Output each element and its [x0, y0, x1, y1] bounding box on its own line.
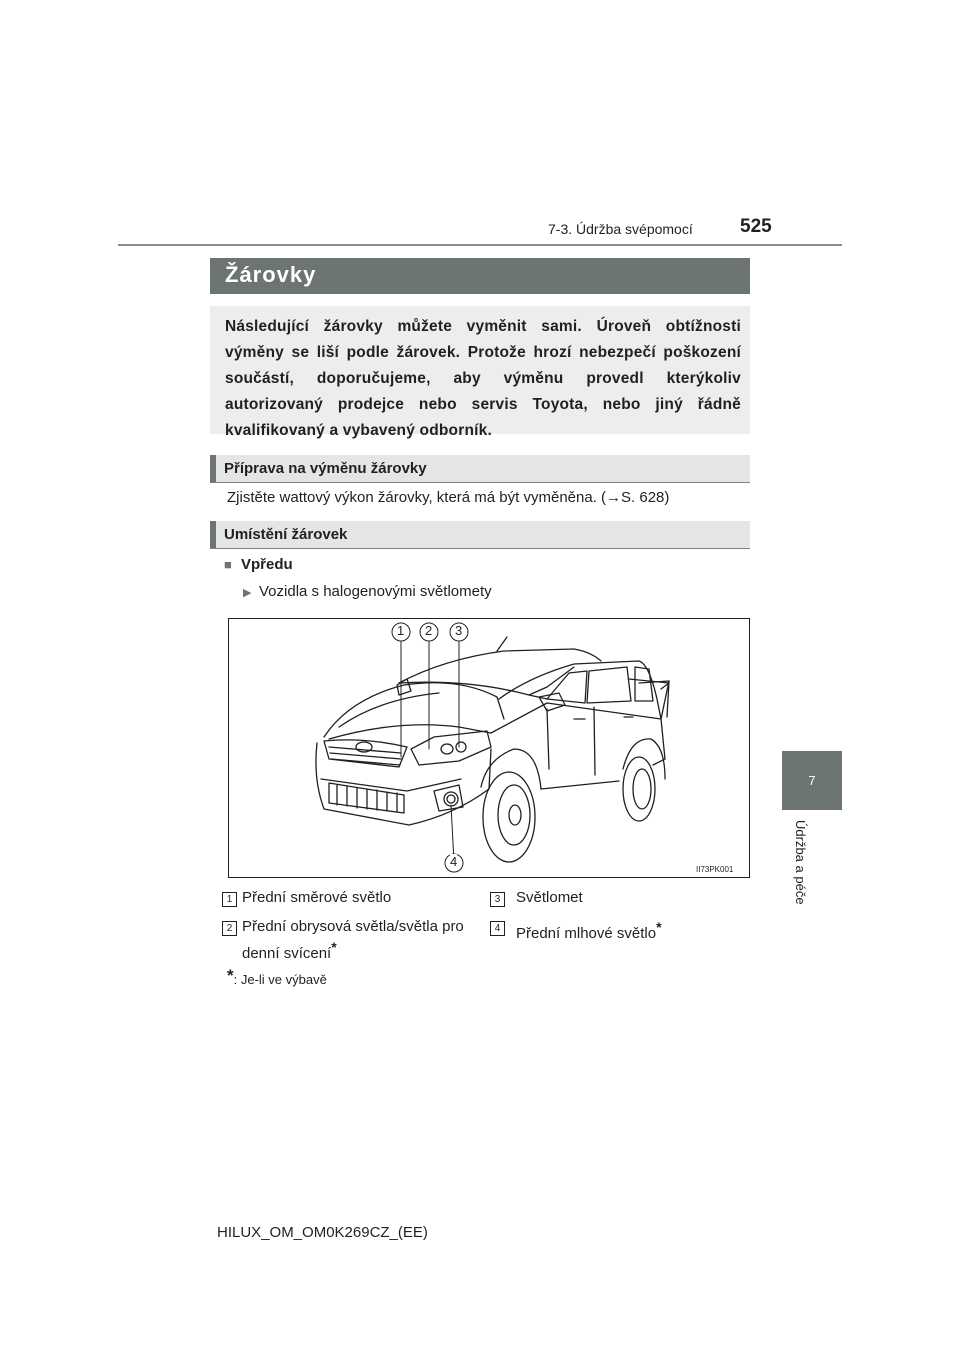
callout-1: 1: [397, 623, 405, 638]
callout-2: 2: [425, 623, 433, 638]
legend-num-2: 2: [222, 921, 237, 936]
page-title: Žárovky: [225, 262, 317, 287]
callout-lines: [401, 642, 459, 862]
legend-num-1: 1: [222, 892, 237, 907]
footnote: [227, 966, 327, 987]
truck-figure: [228, 618, 750, 878]
intro-text: Následující žárovky můžete vyměnit sami. Úroveň obtížnosti výměny se liší podle žárovek. Protože hrozí nebezpečí poškození součástí, doporučujeme, aby výměnu provedl kterýkoliv autorizovaný prodejce nebo servis Toyota, nebo jiný řádně kvalifikovaný a vybavený odborník.: [225, 318, 741, 439]
preparation-text: Zjistěte wattový výkon žárovky, která má být vyměněna. (→S. 628): [227, 489, 670, 506]
footnote-mark: *: [227, 966, 234, 985]
legend-item-2: [242, 917, 477, 964]
chapter-tab: [782, 751, 842, 810]
triangle-marker: ▶: [243, 587, 252, 599]
subheading-location: Umístění žárovek: [224, 526, 348, 543]
subheading-accent: [210, 521, 216, 548]
document-code: HILUX_OM_OM0K269CZ_(EE): [217, 1224, 428, 1241]
chapter-side-label: [794, 820, 814, 930]
figure-code: II73PK001: [696, 865, 734, 874]
footnote-text: : Je-li ve výbavě: [233, 972, 327, 987]
legend-item-4: [516, 917, 662, 944]
legend-num-4: 4: [490, 921, 505, 936]
legend-label-3: Světlomet: [516, 889, 583, 906]
vehicle-variant: Vozidla s halogenovými světlomety: [259, 583, 492, 600]
square-marker: ■: [224, 557, 232, 572]
page-number: 525: [740, 216, 772, 237]
legend-label-4: Přední mlhové světlo: [516, 925, 657, 942]
legend-num-3: 3: [490, 892, 505, 907]
front-heading: Vpředu: [241, 556, 293, 573]
legend-label-2: Přední obrysová světla/světla pro denní svícení: [242, 918, 464, 962]
subheading-preparation: Příprava na výměnu žárovky: [224, 460, 427, 477]
truck-illustration: [229, 619, 749, 877]
header-rule: [118, 244, 842, 246]
section-title: 7-3. Údržba svépomocí: [548, 221, 693, 237]
legend-label-1: Přední směrové světlo: [242, 889, 392, 906]
subheading-bar-preparation: [210, 455, 750, 483]
callout-4: 4: [450, 854, 458, 869]
callout-3: 3: [455, 623, 463, 638]
subheading-accent: [210, 455, 216, 482]
legend-asterisk-2: *: [331, 939, 337, 955]
legend-asterisk-4: *: [656, 919, 662, 935]
chapter-title: Údržba a péče: [793, 820, 808, 905]
subheading-bar-location: [210, 521, 750, 549]
chapter-number: 7: [808, 773, 816, 788]
